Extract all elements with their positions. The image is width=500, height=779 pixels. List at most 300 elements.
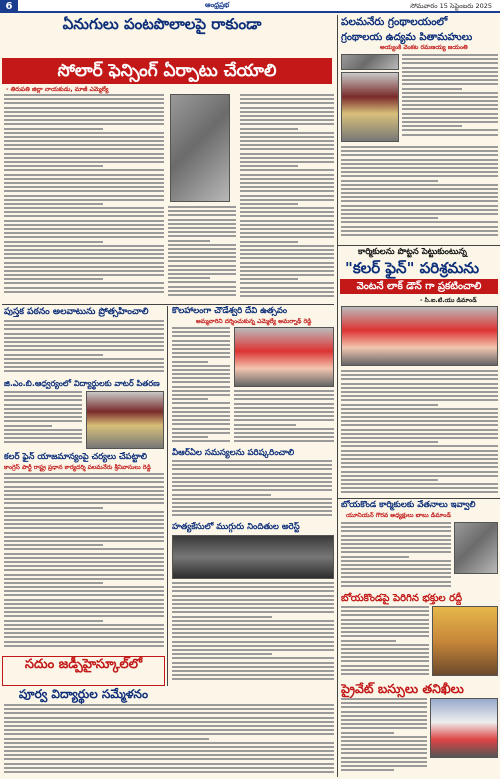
text-line — [4, 224, 164, 226]
library-photo — [341, 72, 399, 142]
text-line — [172, 411, 230, 413]
story-body — [341, 370, 498, 496]
text-line — [341, 572, 451, 574]
text-line — [341, 408, 498, 410]
text-line — [172, 428, 230, 430]
text-line — [341, 543, 451, 545]
story-body — [4, 320, 164, 376]
text-line — [168, 281, 236, 283]
text-line — [4, 182, 164, 184]
text-line — [4, 733, 334, 735]
text-line — [4, 153, 164, 155]
text-line — [4, 721, 334, 723]
text-line — [240, 182, 334, 184]
library-photo-small — [341, 54, 399, 70]
story-body — [172, 582, 334, 686]
text-line — [234, 403, 334, 405]
text-line — [341, 765, 427, 767]
text-line — [4, 746, 334, 748]
text-line — [4, 758, 334, 760]
text-line — [341, 209, 498, 211]
text-line — [4, 416, 82, 418]
text-line — [341, 171, 498, 173]
text-line — [341, 378, 498, 380]
text-line — [4, 557, 164, 559]
text-line — [172, 394, 230, 396]
text-line — [172, 477, 332, 479]
text-line — [240, 241, 298, 243]
story-body — [341, 698, 427, 777]
text-line — [234, 432, 334, 434]
story-headline: జి.ఎం.బి.ఆధ్వర్యంలో విద్యార్థులకు వాటర్ పితరణ — [4, 379, 160, 388]
text-line — [172, 381, 230, 383]
text-line — [172, 595, 334, 597]
bus-inspection-photo — [430, 698, 498, 758]
text-line — [4, 362, 164, 364]
text-line — [341, 736, 427, 738]
color-fine-byline: - సి.ఐ.టి.యు డిమాండ్ — [420, 297, 477, 304]
text-line — [240, 174, 334, 176]
text-line — [168, 227, 236, 229]
text-line — [4, 473, 164, 475]
text-line — [341, 491, 498, 493]
text-line — [172, 498, 332, 500]
text-line — [172, 348, 230, 350]
story-headline: కొలహాలంగా చౌడేశ్వరి దేవి ఉత్సవం — [172, 306, 288, 316]
text-line — [4, 270, 164, 272]
text-line — [341, 200, 498, 202]
text-line — [341, 535, 451, 537]
text-line — [4, 628, 164, 630]
text-line — [341, 652, 429, 654]
text-line — [234, 436, 334, 438]
text-line — [172, 344, 230, 346]
text-line — [172, 645, 334, 647]
text-line — [4, 169, 164, 171]
devotee-headline: బోయకొండపై పెరిగిన భక్తుల రద్దీ — [341, 593, 463, 604]
text-line — [341, 648, 429, 650]
text-line — [341, 740, 427, 742]
text-line — [341, 370, 498, 372]
text-line — [4, 429, 82, 431]
text-line — [341, 522, 451, 524]
temple-crowd-photo — [432, 606, 498, 676]
text-line — [240, 111, 334, 113]
text-line — [4, 511, 164, 513]
text-line — [4, 767, 334, 769]
text-line — [4, 754, 334, 756]
text-line — [4, 199, 164, 201]
text-line — [402, 100, 498, 102]
students-photo — [86, 391, 164, 449]
text-line — [4, 544, 103, 546]
text-line — [168, 290, 236, 292]
text-line — [172, 632, 334, 634]
text-line — [341, 547, 451, 549]
text-line — [168, 235, 236, 237]
text-line — [402, 129, 498, 131]
text-line — [341, 150, 498, 152]
bottom-headline-1: సదుం జడ్పీహైస్కూల్‌లో — [24, 657, 143, 672]
text-line — [341, 450, 498, 452]
text-line — [341, 526, 451, 528]
text-line — [172, 481, 332, 483]
text-line — [4, 636, 164, 638]
right-head-2: గ్రంథాలయ ఉద్యమ పితామహులు — [341, 32, 473, 43]
text-line — [341, 711, 427, 713]
text-line — [4, 750, 334, 752]
text-line — [4, 161, 164, 163]
text-line — [341, 669, 429, 671]
text-line — [341, 404, 438, 406]
text-line — [168, 244, 236, 246]
text-line — [240, 195, 334, 197]
text-line — [4, 565, 164, 567]
text-line — [341, 732, 394, 734]
text-line — [240, 144, 334, 146]
text-line — [341, 383, 498, 385]
text-line — [4, 333, 164, 335]
lead-photo — [170, 94, 230, 202]
text-line — [341, 576, 451, 578]
text-line — [172, 356, 230, 358]
text-line — [168, 248, 236, 250]
text-line — [402, 92, 498, 94]
text-line — [341, 454, 498, 456]
right-head-sub: అయ్యంకి వెంకట రమణయ్య జయంతి — [380, 44, 468, 51]
text-line — [172, 352, 230, 354]
text-line — [172, 335, 230, 337]
text-line — [240, 169, 334, 171]
text-line — [4, 266, 164, 268]
text-line — [4, 742, 334, 744]
text-line — [168, 269, 236, 271]
text-line — [341, 230, 498, 232]
text-line — [172, 390, 230, 392]
text-line — [341, 568, 451, 570]
text-line — [240, 245, 334, 247]
text-line — [341, 462, 498, 464]
text-line — [4, 278, 103, 280]
text-line — [4, 490, 164, 492]
text-line — [4, 738, 209, 740]
text-line — [341, 175, 498, 177]
text-line — [402, 88, 462, 90]
text-line — [4, 771, 334, 773]
text-line — [240, 107, 334, 109]
text-line — [172, 657, 334, 659]
masthead — [0, 0, 500, 13]
text-line — [234, 398, 334, 400]
text-line — [4, 486, 164, 488]
text-line — [4, 115, 164, 117]
text-line — [402, 125, 462, 127]
text-line — [341, 184, 498, 186]
text-line — [172, 386, 230, 388]
text-line — [341, 479, 438, 481]
text-line — [341, 441, 438, 443]
right-head-1: పలమనేరు గ్రంథాలయంలో — [341, 16, 448, 28]
text-line — [341, 757, 427, 759]
text-line — [4, 408, 82, 410]
text-line — [4, 611, 164, 613]
text-line — [341, 673, 429, 675]
text-line — [4, 148, 164, 150]
text-line — [341, 744, 427, 746]
text-line — [240, 236, 334, 238]
text-line — [4, 624, 164, 626]
text-line — [172, 620, 334, 622]
text-line — [4, 412, 82, 414]
text-line — [4, 144, 164, 146]
text-line — [172, 590, 334, 592]
text-line — [172, 398, 208, 400]
text-line — [4, 241, 103, 243]
text-line — [4, 708, 334, 710]
text-line — [172, 402, 230, 404]
text-line — [4, 245, 164, 247]
text-line — [341, 702, 427, 704]
text-line — [172, 678, 334, 680]
text-line — [240, 132, 334, 134]
text-line — [172, 415, 230, 417]
text-line — [341, 192, 498, 194]
text-line — [4, 437, 82, 439]
text-line — [341, 635, 429, 637]
text-line — [172, 616, 272, 618]
color-fine-subhead: వెంటనే లాక్ డౌన్ గా ప్రకటించాలి — [340, 279, 498, 294]
text-line — [172, 327, 230, 329]
text-line — [4, 320, 164, 322]
text-line — [341, 399, 498, 401]
text-line — [240, 157, 334, 159]
text-line — [341, 564, 451, 566]
text-line — [402, 71, 498, 73]
text-line — [341, 656, 429, 658]
text-line — [341, 475, 498, 477]
text-line — [168, 265, 236, 267]
text-line — [240, 274, 334, 276]
text-line — [172, 607, 334, 609]
text-line — [172, 365, 230, 367]
text-line — [4, 574, 164, 576]
text-line — [4, 523, 164, 525]
text-line — [341, 698, 427, 700]
story-headline: వీఆర్‌ఏల సమస్యలను పరిష్కరించాలి — [172, 448, 295, 458]
text-line — [172, 670, 334, 672]
text-line — [172, 440, 230, 442]
text-line — [4, 395, 82, 397]
story-body — [172, 460, 332, 520]
text-line — [402, 96, 498, 98]
text-line — [341, 761, 427, 763]
text-line — [402, 79, 498, 81]
text-line — [341, 715, 427, 717]
text-line — [4, 111, 164, 113]
text-line — [168, 252, 236, 254]
text-line — [341, 433, 498, 435]
text-line — [341, 530, 451, 532]
text-line — [234, 440, 334, 442]
text-line — [168, 231, 236, 233]
story-body — [4, 391, 82, 449]
lead-body-col-2 — [168, 206, 236, 302]
text-line — [4, 211, 164, 213]
text-line — [341, 752, 427, 754]
text-line — [4, 391, 82, 393]
text-line — [341, 412, 498, 414]
text-line — [402, 54, 498, 56]
text-line — [172, 473, 332, 475]
text-line — [402, 67, 498, 69]
text-line — [240, 295, 334, 297]
text-line — [234, 390, 334, 392]
text-line — [172, 506, 332, 508]
story-subhead: కాంగ్రెస్ పార్టీ రాష్ట్ర ప్రధాన కార్యదర్శి పలమనేరు శ్రీనివాసులు రెడ్డి — [4, 464, 151, 471]
text-line — [341, 420, 498, 422]
text-line — [341, 631, 429, 633]
text-line — [234, 419, 334, 421]
text-line — [4, 128, 103, 130]
text-line — [4, 494, 164, 496]
text-line — [168, 273, 236, 275]
text-line — [4, 324, 164, 326]
text-line — [4, 257, 164, 259]
story-headline: పుస్తక పఠనం అలవాటును ప్రోత్సహించాలి — [4, 307, 149, 317]
text-line — [234, 411, 334, 413]
text-line — [341, 154, 498, 156]
text-line — [341, 387, 498, 389]
text-line — [172, 636, 334, 638]
text-line — [240, 228, 334, 230]
text-line — [4, 94, 164, 96]
text-line — [4, 578, 164, 580]
text-line — [172, 514, 332, 516]
text-line — [172, 494, 271, 496]
text-line — [341, 748, 427, 750]
text-line — [172, 432, 230, 434]
text-line — [4, 354, 103, 356]
text-line — [341, 458, 498, 460]
text-line — [168, 294, 236, 296]
text-line — [172, 460, 332, 462]
text-line — [341, 146, 498, 148]
text-line — [4, 607, 164, 609]
text-line — [240, 128, 298, 130]
text-line — [4, 119, 164, 121]
text-line — [172, 510, 332, 512]
text-line — [168, 223, 236, 225]
text-line — [168, 210, 236, 212]
text-line — [240, 94, 334, 96]
text-line — [172, 369, 230, 371]
text-line — [4, 548, 164, 550]
text-line — [4, 220, 164, 222]
text-line — [341, 640, 396, 642]
text-line — [168, 256, 236, 258]
color-fine-headline: "కలర్ ఫైన్" పరిశ్రమను — [345, 259, 480, 277]
text-line — [4, 236, 164, 238]
text-line — [4, 228, 164, 230]
text-line — [4, 590, 164, 592]
text-line — [4, 603, 164, 605]
text-line — [172, 662, 334, 664]
text-line — [4, 186, 164, 188]
story-body — [341, 146, 498, 242]
bus-headline: ప్రైవేట్ బస్సులు తనిఖీలు — [341, 681, 464, 696]
text-line — [402, 58, 498, 60]
text-line — [172, 603, 334, 605]
lead-byline: - తిరుపతి జిల్లా నాయకుడు, మాజీ ఎమ్మెల్యే — [6, 86, 109, 93]
text-line — [168, 219, 236, 221]
text-line — [240, 165, 298, 167]
text-line — [341, 196, 498, 198]
text-line — [172, 485, 332, 487]
boya-subhead: యూనియన్ గౌరవ అధ్యక్షులు బాబు డిమాండ్ — [346, 512, 451, 519]
text-line — [341, 429, 498, 431]
text-line — [341, 221, 498, 223]
text-line — [4, 433, 82, 435]
text-line — [402, 121, 498, 123]
story-subhead: అమ్మవారిని దర్శించుకున్న ఎమ్మెల్యే అమర్నాథ్ రెడ్డి — [196, 318, 312, 325]
text-line — [341, 217, 438, 219]
text-line — [341, 167, 498, 169]
text-line — [4, 632, 164, 634]
text-line — [4, 712, 334, 714]
text-line — [341, 159, 498, 161]
story-body — [341, 606, 429, 678]
text-line — [402, 117, 498, 119]
text-line — [4, 157, 164, 159]
text-line — [341, 606, 429, 608]
text-line — [4, 399, 82, 401]
text-line — [4, 532, 164, 534]
text-line — [4, 519, 164, 521]
text-line — [341, 188, 498, 190]
text-line — [4, 502, 164, 504]
text-line — [240, 186, 334, 188]
text-line — [341, 226, 498, 228]
text-line — [341, 610, 429, 612]
text-line — [341, 391, 498, 393]
text-line — [4, 328, 164, 330]
text-line — [4, 553, 164, 555]
bottom-headline-2: పూర్వ విద్యార్థుల సమ్మేళనం — [18, 687, 149, 701]
text-line — [402, 83, 498, 85]
text-line — [240, 140, 334, 142]
text-line — [240, 215, 334, 217]
lead-body-col-1 — [4, 94, 164, 298]
text-line — [172, 361, 208, 363]
text-line — [402, 104, 498, 106]
text-line — [172, 649, 334, 651]
text-line — [4, 253, 164, 255]
text-line — [240, 199, 334, 201]
text-line — [4, 132, 164, 134]
story-headline: కలర్ ఫైన్ యాజమాన్యంపై చర్యలు చేపట్టాలి — [4, 452, 148, 462]
text-line — [172, 423, 230, 425]
text-line — [240, 220, 334, 222]
text-line — [4, 615, 164, 617]
text-line — [4, 641, 164, 643]
paper-name: ఆంధ్రప్రభ — [205, 1, 230, 9]
text-line — [4, 107, 164, 109]
text-line — [4, 123, 164, 125]
text-line — [240, 190, 334, 192]
text-line — [240, 266, 334, 268]
text-line — [4, 282, 164, 284]
accused-photo — [172, 535, 334, 579]
